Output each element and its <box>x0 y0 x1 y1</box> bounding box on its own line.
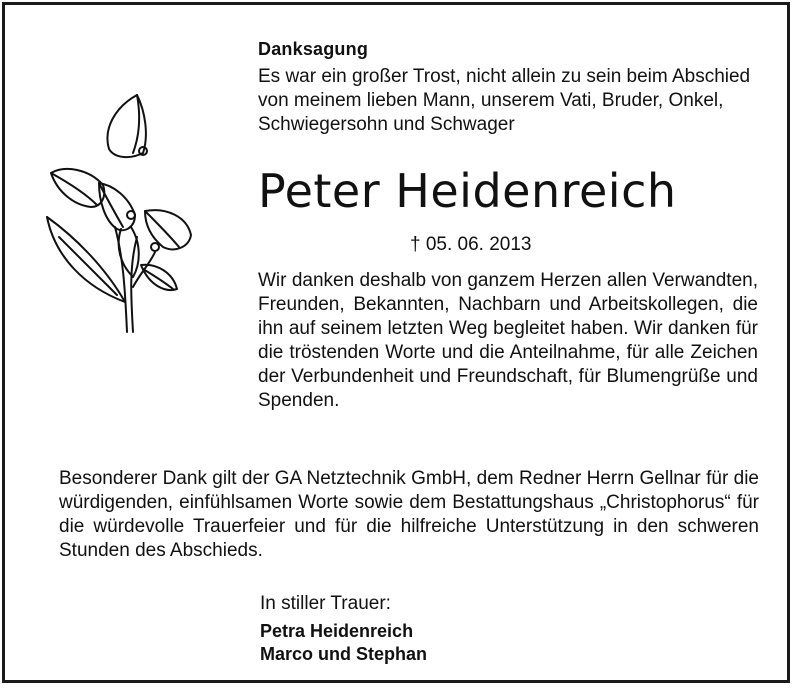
mourning-line: In stiller Trauer: <box>260 593 391 614</box>
signers <box>260 620 427 666</box>
deceased-name: Peter Heidenreich <box>258 164 677 218</box>
thanks-text: Wir danken deshalb von ganzem Herzen allen Verwandten, Freunden, Bekannten, Nachbarn und Arbeitskollegen, die ihn auf seinem letzten Weg begleitet haben. Wir danken für die tröstenden Worte und die Anteilnahme, für alle Zeichen der Verbundenheit und Freundschaft, für Blumengrüße und Spenden. <box>258 270 758 411</box>
special-thanks-text: Besonderer Dank gilt der GA Netztechnik GmbH, dem Redner Herrn Gellnar für die würdigenden, einfühlsamen Worte sowie dem Bestattungshaus „Christophorus“ für die würdevolle Trauerfeier und für die hilfreiche Unterstützung in den schweren Stunden des Abschieds. <box>59 468 759 561</box>
death-date: † 05. 06. 2013 <box>410 234 532 255</box>
calla-lily-icon <box>45 87 195 337</box>
heading: Danksagung <box>258 39 369 59</box>
signer: Petra Heidenreich <box>260 621 414 641</box>
intro-text: Es war ein großer Trost, nicht allein zu sein beim Abschied von meinem lieben Mann, unserem Vati, Bruder, Onkel, Schwiegersohn und Schwager <box>258 66 751 135</box>
signer: Marco und Stephan <box>260 644 428 664</box>
obituary-notice <box>2 2 790 683</box>
